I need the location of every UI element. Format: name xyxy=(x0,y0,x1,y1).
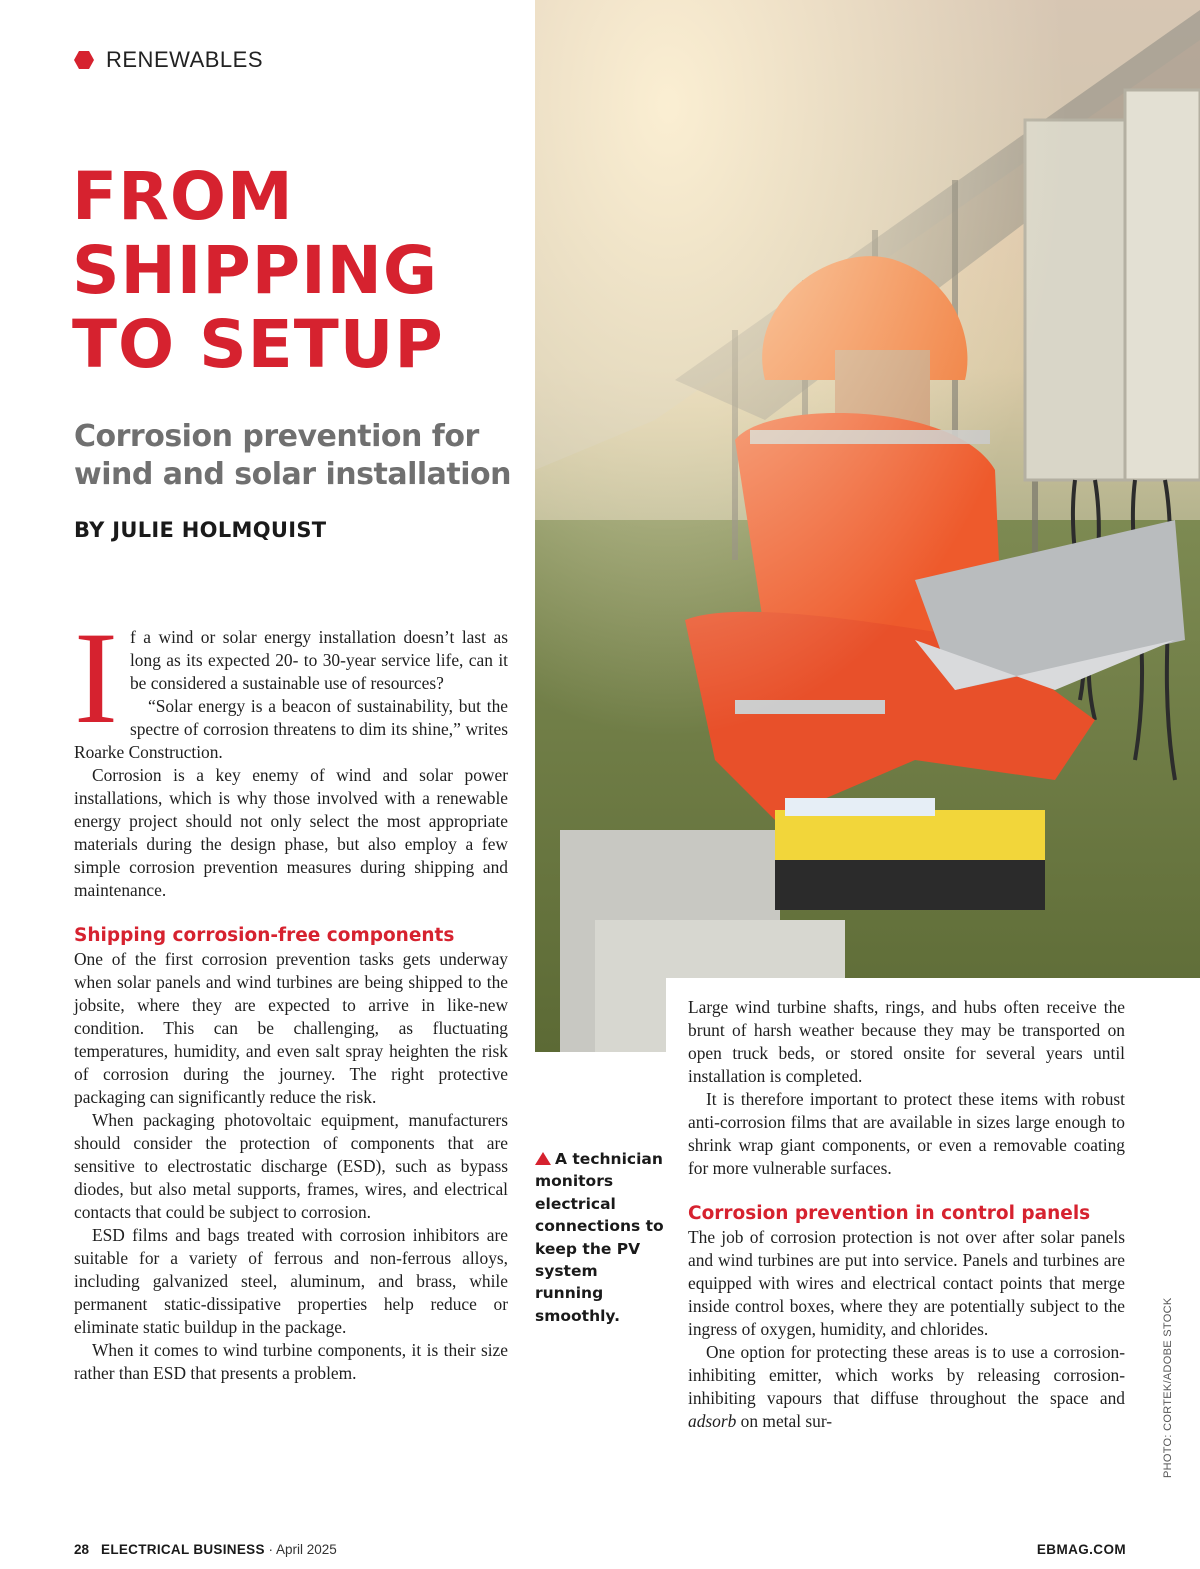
article-column-left xyxy=(74,604,508,1385)
issue-date: · April 2025 xyxy=(264,1542,337,1557)
text-run: on metal sur- xyxy=(736,1411,833,1431)
headline-line: TO SETUP xyxy=(72,306,444,383)
deck-subtitle xyxy=(74,418,524,494)
paragraph: When it comes to wind turbine components, it is their size rather than ESD that presents a problem. xyxy=(74,1340,508,1383)
deck-line: Corrosion prevention for xyxy=(74,419,479,454)
hexagon-icon xyxy=(74,51,94,69)
paragraph: When packaging photovoltaic equipment, manufacturers should consider the protection of components that are sensitive to electrostatic discharge (ESD), such as bypass diodes, but also metal supports, frames, wires, and electrical contacts that could be subject to corrosion. xyxy=(74,1110,508,1222)
caption-text: A technician monitors electrical connections to keep the PV system running smoothly. xyxy=(535,1150,664,1325)
paragraph: Corrosion is a key enemy of wind and solar power installations, which is why those involved with a renewable energy project should not only select the most appropriate materials during the design phase, but also employ a few simple corrosion prevention measures during shipping and maintenance. xyxy=(74,765,508,900)
drop-cap: I xyxy=(74,604,118,751)
deck-line: wind and solar installation xyxy=(74,457,512,492)
paragraph: ESD films and bags treated with corrosion inhibitors are suitable for a variety of ferrous and non-ferrous alloys, including galvanized steel, aluminum, and brass, while permanent static-dissipative properties help reduce or eliminate static buildup in the package. xyxy=(74,1225,508,1337)
section-label: RENEWABLES xyxy=(106,47,264,72)
paragraph xyxy=(688,1341,1125,1433)
page-number: 28 xyxy=(74,1542,90,1557)
subhead: Shipping corrosion-free components xyxy=(74,925,455,946)
paragraph: The job of corrosion protection is not over after solar panels and wind turbines are put into service. Panels and turbines are equipped with wires and electrical contact points that merge inside control boxes, where they are potentially subject to the ingress of oxygen, humidity, and chlorides. xyxy=(688,1227,1125,1339)
subhead: Corrosion prevention in control panels xyxy=(688,1203,1091,1224)
website: EBMAG.COM xyxy=(1036,1542,1126,1557)
article-column-right xyxy=(688,996,1125,1433)
section-tag xyxy=(74,46,263,74)
emphasis: adsorb xyxy=(688,1411,737,1431)
hero-photo xyxy=(535,0,1200,1052)
text-run: One option for protecting these areas is to use a corrosion-inhibiting emitter, which works by releasing corrosion-inhibiting vapours that diffuse throughout the space and xyxy=(688,1342,1125,1408)
headline-line: SHIPPING xyxy=(72,232,439,309)
photo-credit: PHOTO: CORTEK/ADOBE STOCK xyxy=(1162,1297,1174,1478)
headline-line: FROM xyxy=(72,158,294,235)
paragraph: Large wind turbine shafts, rings, and hubs often receive the brunt of harsh weather because they may be transported on open truck beds, or stored onsite for several years until installation is completed. xyxy=(688,997,1125,1086)
photo-caption xyxy=(535,1148,670,1327)
paragraph: “Solar energy is a beacon of sustainability, but the spectre of corrosion threatens to dim its shine,” writes Roarke Construction. xyxy=(74,696,508,762)
magazine-name: ELECTRICAL BUSINESS xyxy=(101,1542,265,1557)
headline xyxy=(72,160,532,382)
paragraph: It is therefore important to protect these items with robust anti-corrosion films that are available in sizes large enough to shrink wrap giant components, or even a removable coating for more vulnerable surfaces. xyxy=(688,1089,1125,1178)
paragraph: One of the first corrosion prevention tasks gets underway when solar panels and wind turbines are being shipped to the jobsite, where they are expected to arrive in like-new condition. This can be challenging, as fluctuating temperatures, humidity, and even salt spray heighten the risk of corrosion during the journey. The right protective packaging can significantly reduce the risk. xyxy=(74,949,508,1107)
page-footer xyxy=(74,1542,1126,1558)
byline: BY JULIE HOLMQUIST xyxy=(74,518,327,542)
paragraph: f a wind or solar energy installation doesn’t last as long as its expected 20- to 30-year service life, can it be considered a sustainable use of resources? xyxy=(129,627,508,693)
caption-triangle-icon xyxy=(535,1152,551,1165)
